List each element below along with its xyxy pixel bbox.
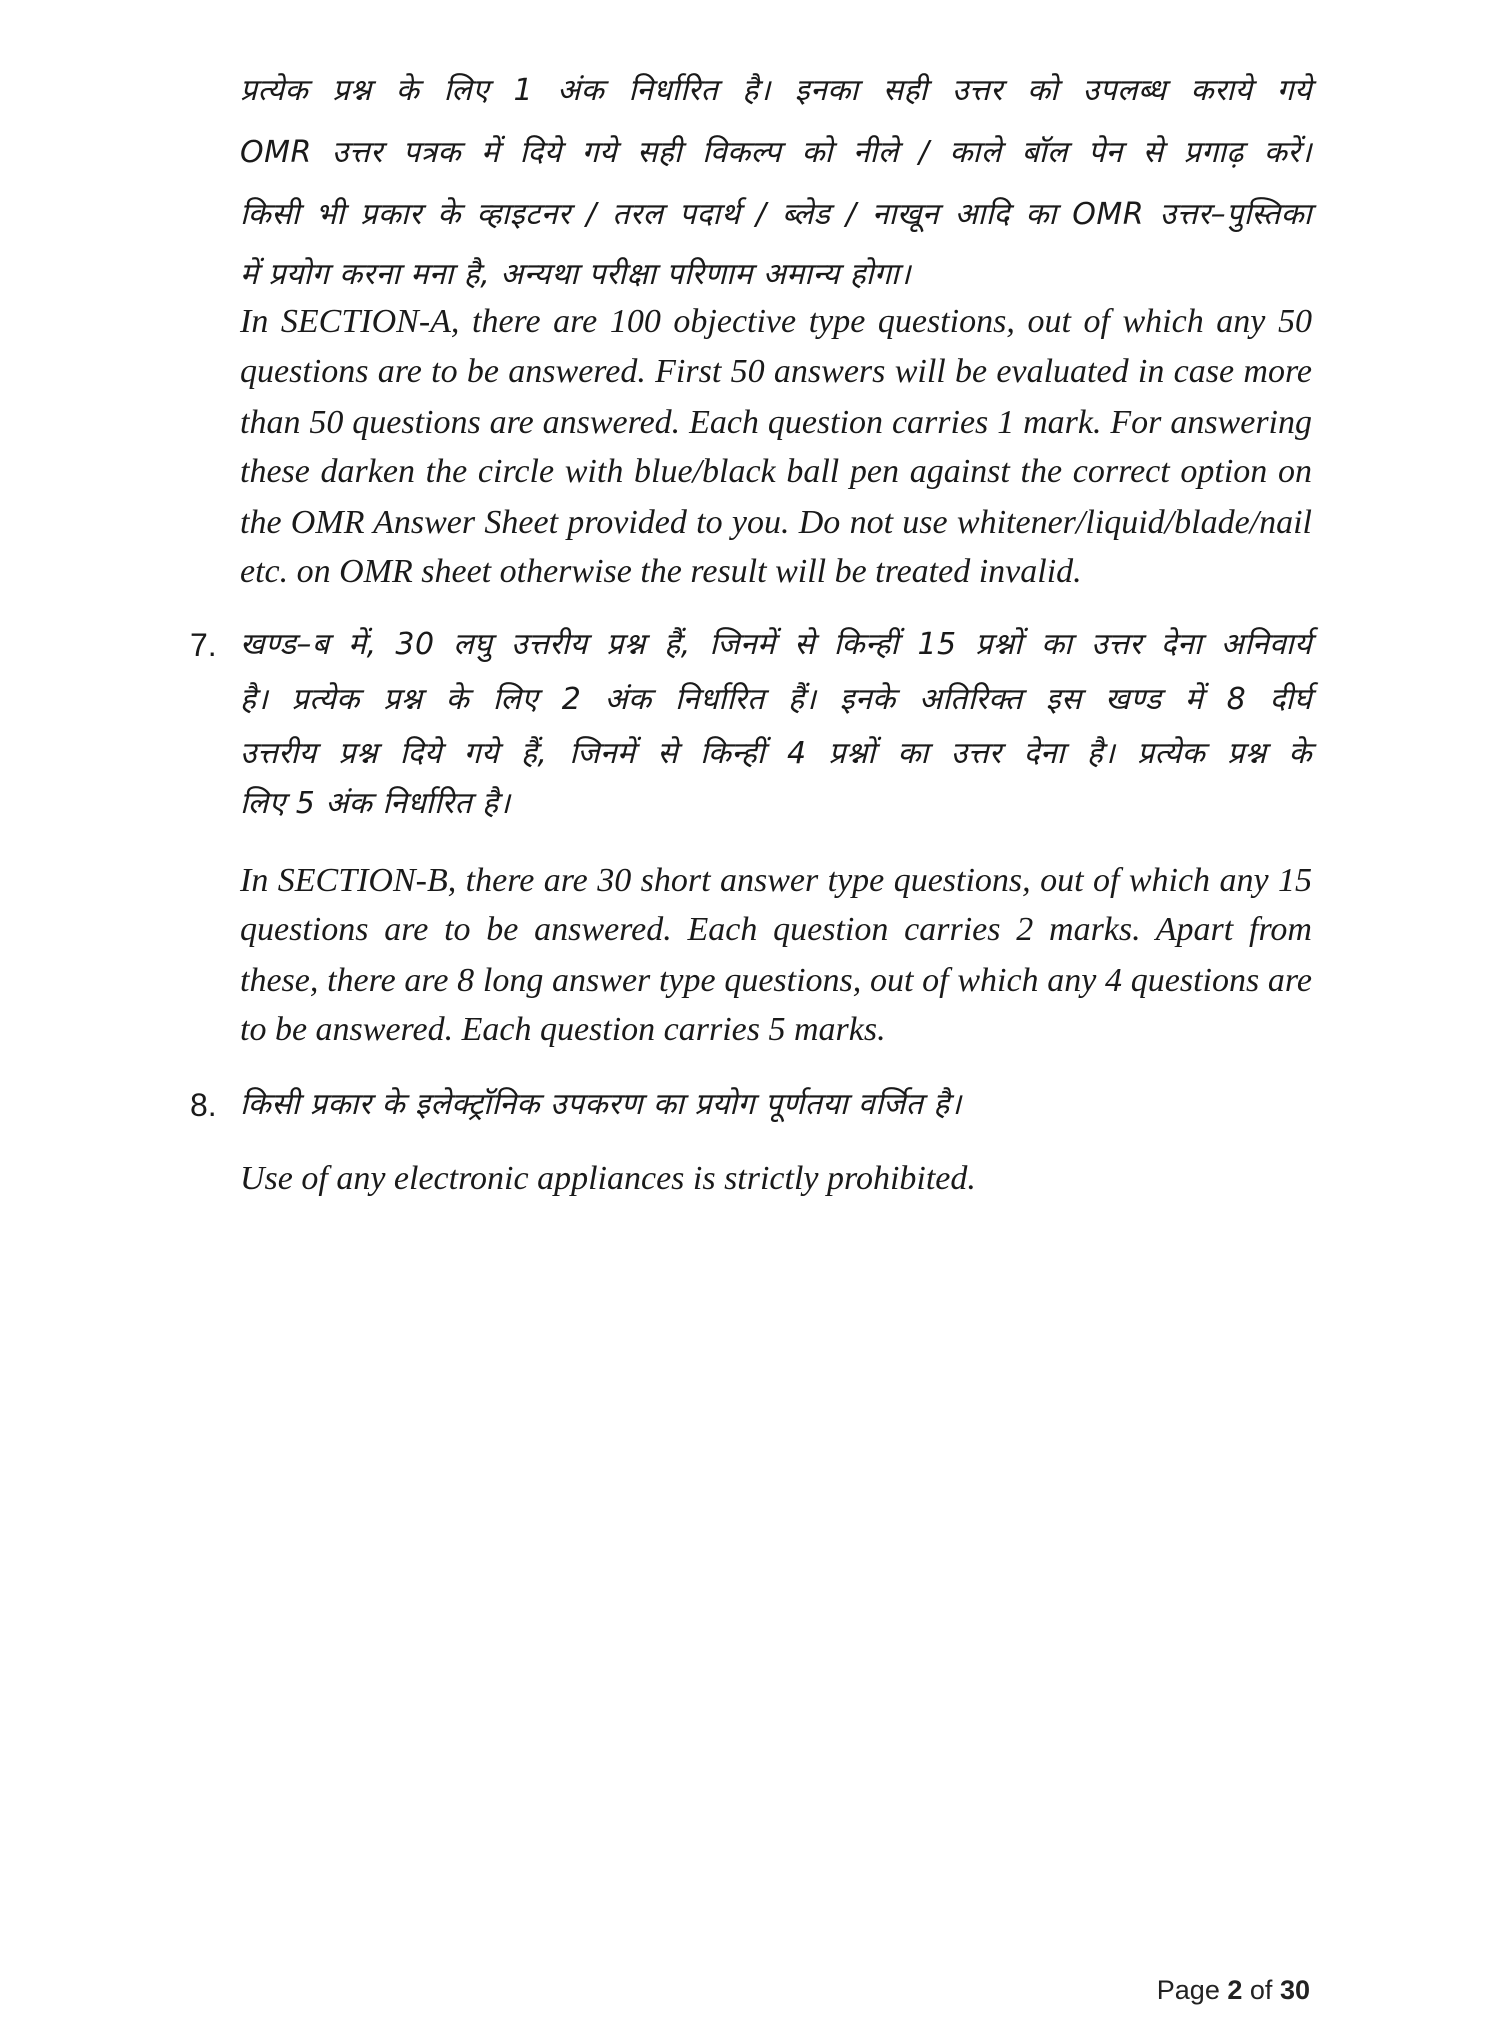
text-line: लिए 5 अंक निर्धारित है। — [240, 786, 511, 821]
total-pages: 30 — [1279, 1975, 1310, 2005]
text-line: है। प्रत्येक प्रश्न के लिए 2 अंक निर्धारित हैं। इनके अतिरिक्त इस खण्ड में 8 दीर्घ — [240, 682, 1312, 717]
text-line: किसी भी प्रकार के व्हाइटनर / तरल पदार्थ / ब्लेड / नाखून आदि का OMR उत्तर–पुस्तिका — [240, 197, 1312, 232]
text-line: questions are to be answered. Each question carries 2 marks. Apart from — [240, 911, 1312, 948]
item-number: 8. — [190, 1087, 217, 1123]
text-line: questions are to be answered. First 50 answers will be evaluated in case more — [240, 353, 1312, 390]
text-line: प्रत्येक प्रश्न के लिए 1 अंक निर्धारित है। इनका सही उत्तर को उपलब्ध कराये गये — [240, 73, 1312, 108]
text-line: In SECTION-A, there are 100 objective type questions, out of which any 50 — [240, 303, 1312, 340]
text-line: than 50 questions are answered. Each question carries 1 mark. For answering — [240, 404, 1312, 441]
text-line: etc. on OMR sheet otherwise the result will be treated invalid. — [240, 553, 1082, 590]
text-line: the OMR Answer Sheet provided to you. Do not use whitener/liquid/blade/nail — [240, 504, 1312, 541]
text-line: में प्रयोग करना मना है, अन्यथा परीक्षा परिणाम अमान्य होगा। — [240, 257, 912, 292]
page-label: Page — [1156, 1975, 1220, 2005]
current-page: 2 — [1227, 1975, 1243, 2005]
item-number: 7. — [190, 627, 217, 663]
text-line: these darken the circle with blue/black ball pen against the correct option on — [240, 453, 1312, 490]
text-line: to be answered. Each question carries 5 marks. — [240, 1011, 886, 1048]
text-line: OMR उत्तर पत्रक में दिये गये सही विकल्प को नीले / काले बॉल पेन से प्रगाढ़ करें। — [240, 135, 1312, 170]
of-label: of — [1249, 1975, 1273, 2005]
page-number — [1157, 1975, 1310, 2006]
text-line: खण्ड–ब में, 30 लघु उत्तरीय प्रश्न हैं, जिनमें से किन्हीं 15 प्रश्नों का उत्तर देना अनिवार्य — [240, 627, 1312, 662]
text-line: उत्तरीय प्रश्न दिये गये हैं, जिनमें से किन्हीं 4 प्रश्नों का उत्तर देना है। प्रत्येक प्रश्न के — [240, 736, 1312, 771]
text-line: किसी प्रकार के इलेक्ट्रॉनिक उपकरण का प्रयोग पूर्णतया वर्जित है। — [240, 1087, 962, 1122]
text-line: In SECTION-B, there are 30 short answer type questions, out of which any 15 — [240, 862, 1312, 899]
text-line: Use of any electronic appliances is strictly prohibited. — [240, 1160, 976, 1197]
text-line: these, there are 8 long answer type questions, out of which any 4 questions are — [240, 962, 1312, 999]
